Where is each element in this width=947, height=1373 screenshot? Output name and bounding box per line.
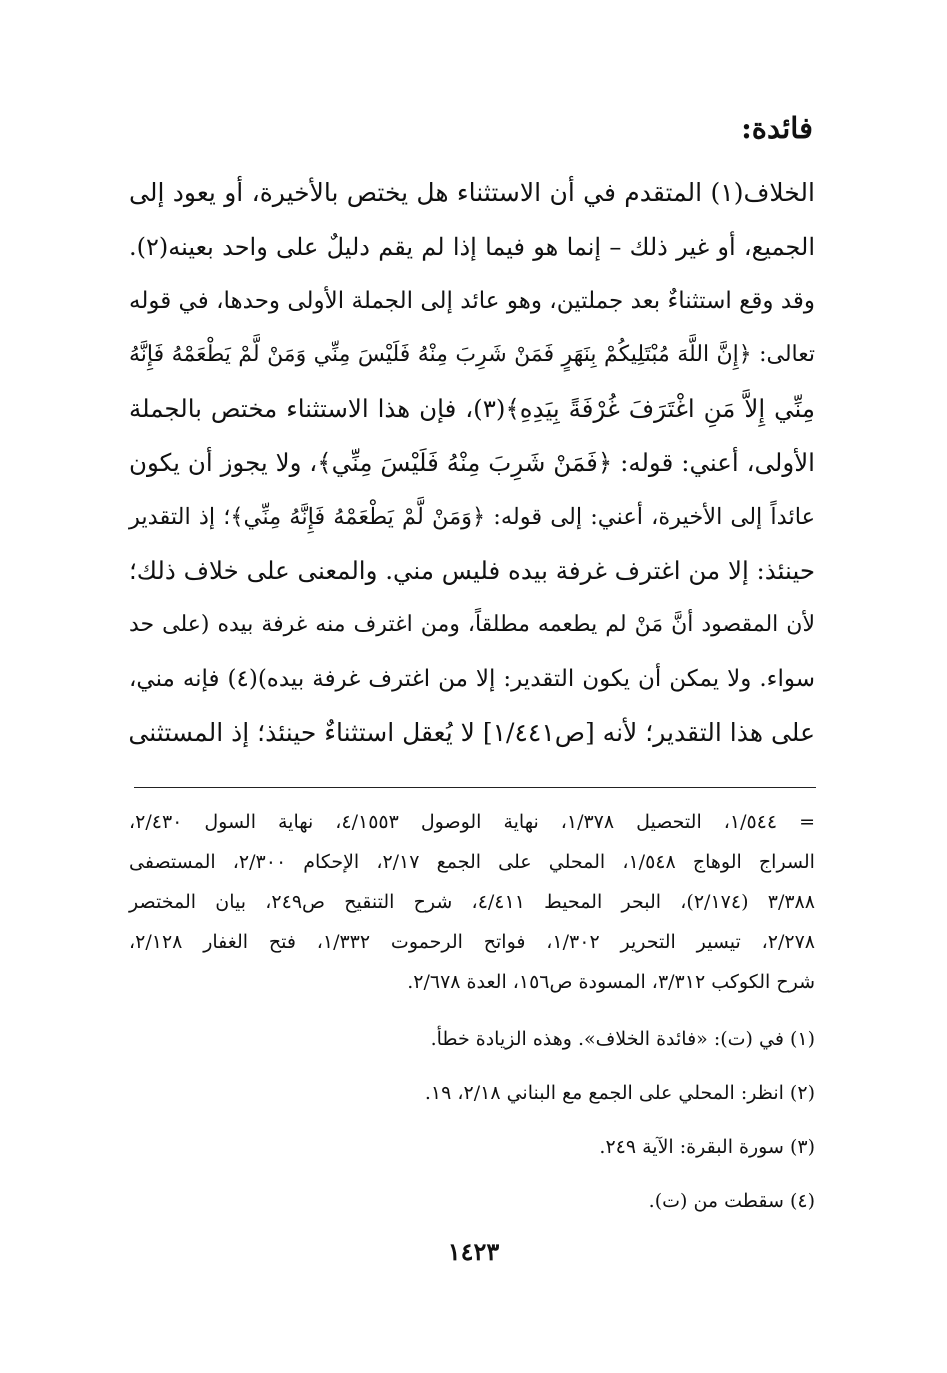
body-line: تعالى: ﴿إِنَّ اللَّهَ مُبْتَلِيكُمْ بِنَهَرٍ فَمَنْ شَرِبَ مِنْهُ فَلَيْسَ مِنِّي وَمَنْ لَّمْ يَطْعَمْهُ فَإِنَّهُ [129, 342, 815, 367]
footnote-continuation-line: = ١/٥٤٤، التحصيل ١/٣٧٨، نهاية الوصول ٤/١٥٥٣، نهاية السول ٢/٤٣٠، [129, 811, 815, 833]
footnote-3: (٣) سورة البقرة: الآية ٢٤٩. [599, 1136, 815, 1158]
body-line: الخلاف(١) المتقدم في أن الاستثناء هل يختص بالأخيرة، أو يعود إلى [129, 178, 815, 207]
footnote-continuation-line: ٣/٣٨٨ (٢/١٧٤)، البحر المحيط ٤/٤١١، شرح التنقيح ص٢٤٩، بيان المختصر [129, 891, 815, 913]
body-line: الجميع، أو غير ذلك – إنما هو فيما إذا لم يقم دليلٌ على واحد بعينه(٢). [129, 233, 815, 261]
footnote-continuation [129, 802, 815, 1002]
footnote-separator [134, 787, 816, 788]
footnote-4: (٤) سقطت من (ت). [648, 1190, 815, 1212]
body-line: حينئذ: إلا من اغترف غرفة بيده فليس مني. والمعنى على خلاف ذلك؛ [129, 556, 815, 585]
footnote-continuation-line: السراج الوهاج ١/٥٤٨، المحلي على الجمع ٢/١٧، الإحكام ٢/٣٠٠، المستصفى [129, 851, 815, 873]
footnotes [129, 1016, 815, 1232]
body-line: سواء. ولا يمكن أن يكون التقدير: إلا من اغترف غرفة بيده)(٤) فإنه مني، [129, 666, 816, 692]
body-line: وقد وقع استثناءٌ بعد جملتين، وهو عائد إلى الجملة الأولى وحدها، في قوله [129, 288, 815, 314]
footnote-continuation-line: ٢/٢٧٨، تيسير التحرير ١/٣٠٢، فواتح الرحموت ١/٣٣٢، فتح الغفار ٢/١٢٨، [129, 931, 815, 953]
footnote-2: (٢) انظر: المحلي على الجمع مع البناني ٢/١٨، ١٩. [424, 1082, 815, 1104]
body-line: عائداً إلى الأخيرة، أعني: إلى قوله: ﴿وَمَنْ لَّمْ يَطْعَمْهُ فَإِنَّهُ مِنِّي﴾؛ إذ التقدير [129, 504, 815, 530]
body-line: الأولى، أعني: قوله: ﴿فَمَنْ شَرِبَ مِنْهُ فَلَيْسَ مِنِّي﴾، ولا يجوز أن يكون [129, 448, 815, 477]
body-line: لأن المقصود أنَّ مَنْ لم يطعمه مطلقاً، ومن اغترف منه غرفة بيده (على حد [129, 612, 815, 637]
page-number: ١٤٢٣ [447, 1237, 500, 1266]
main-text [129, 166, 815, 760]
body-line: على هذا التقدير؛ لأنه [ص١/٤٤١] لا يُعقل استثناءٌ حينئذ؛ إذ المستثنى [128, 718, 815, 747]
body-line: مِنِّي إِلاَّ مَنِ اغْتَرَفَ غُرْفَةً بِيَدِهِ﴾(٣)، فإن هذا الاستثناء مختص بالجملة [129, 394, 816, 423]
footnote-1: (١) في (ت): «فائدة الخلاف». وهذه الزيادة خطأ. [430, 1028, 815, 1050]
section-heading: فائدة: [741, 111, 813, 145]
footnote-continuation-line: شرح الكوكب ٣/٣١٢، المسودة ص١٥٦، العدة ٢/٦٧٨. [407, 971, 815, 993]
